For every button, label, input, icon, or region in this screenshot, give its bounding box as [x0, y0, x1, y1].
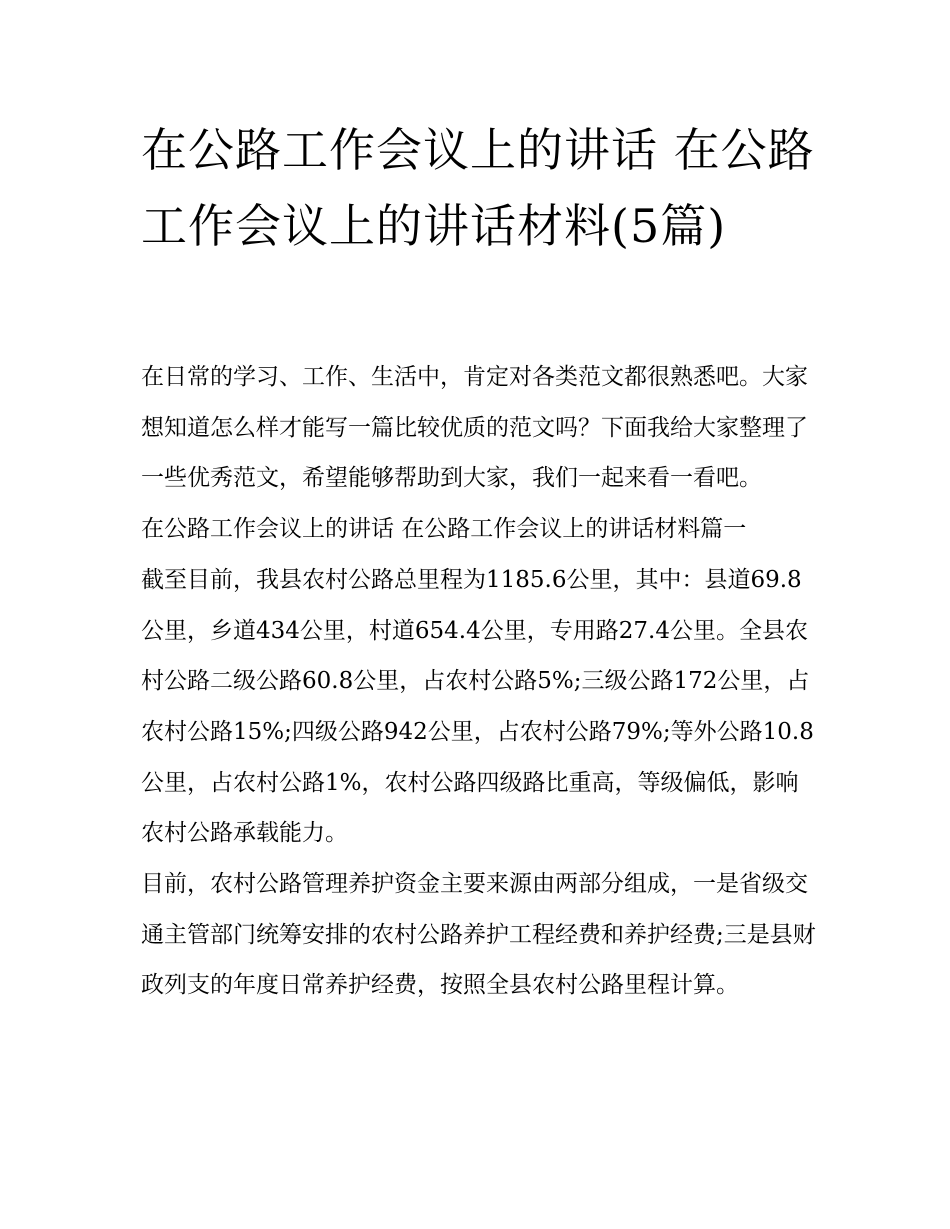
section-heading-paragraph: 在公路工作会议上的讲话 在公路工作会议上的讲话材料篇一 — [141, 516, 747, 543]
document-title: 在公路工作会议上的讲话 在公路工作会议上的讲话材料(5篇) — [141, 123, 815, 253]
mileage-paragraph: 截至目前，我县农村公路总里程为1185.6公里，其中：县道69.8公里，乡道434公里，村道654.4公里，专用路27.4公里。全县农村公路二级公路60.8公里，占农村公路5%;三级公路172公里，占农村公路15%;四级公路942公里，占农村公路79%;等外公路10.8公里，占农村公路1%，农村公路四级路比重高，等级偏低，影响农村公路承载能力。 — [141, 566, 814, 847]
document-body — [141, 352, 821, 1011]
intro-paragraph: 在日常的学习、工作、生活中，肯定对各类范文都很熟悉吧。大家想知道怎么样才能写一篇比较优质的范文吗？下面我给大家整理了一些优秀范文，希望能够帮助到大家，我们一起来看一看吧。 — [141, 364, 808, 492]
funding-paragraph: 目前，农村公路管理养护资金主要来源由两部分组成，一是省级交通主管部门统筹安排的农村公路养护工程经费和养护经费;三是县财政列支的年度日常养护经费，按照全县农村公路里程计算。 — [141, 871, 816, 999]
